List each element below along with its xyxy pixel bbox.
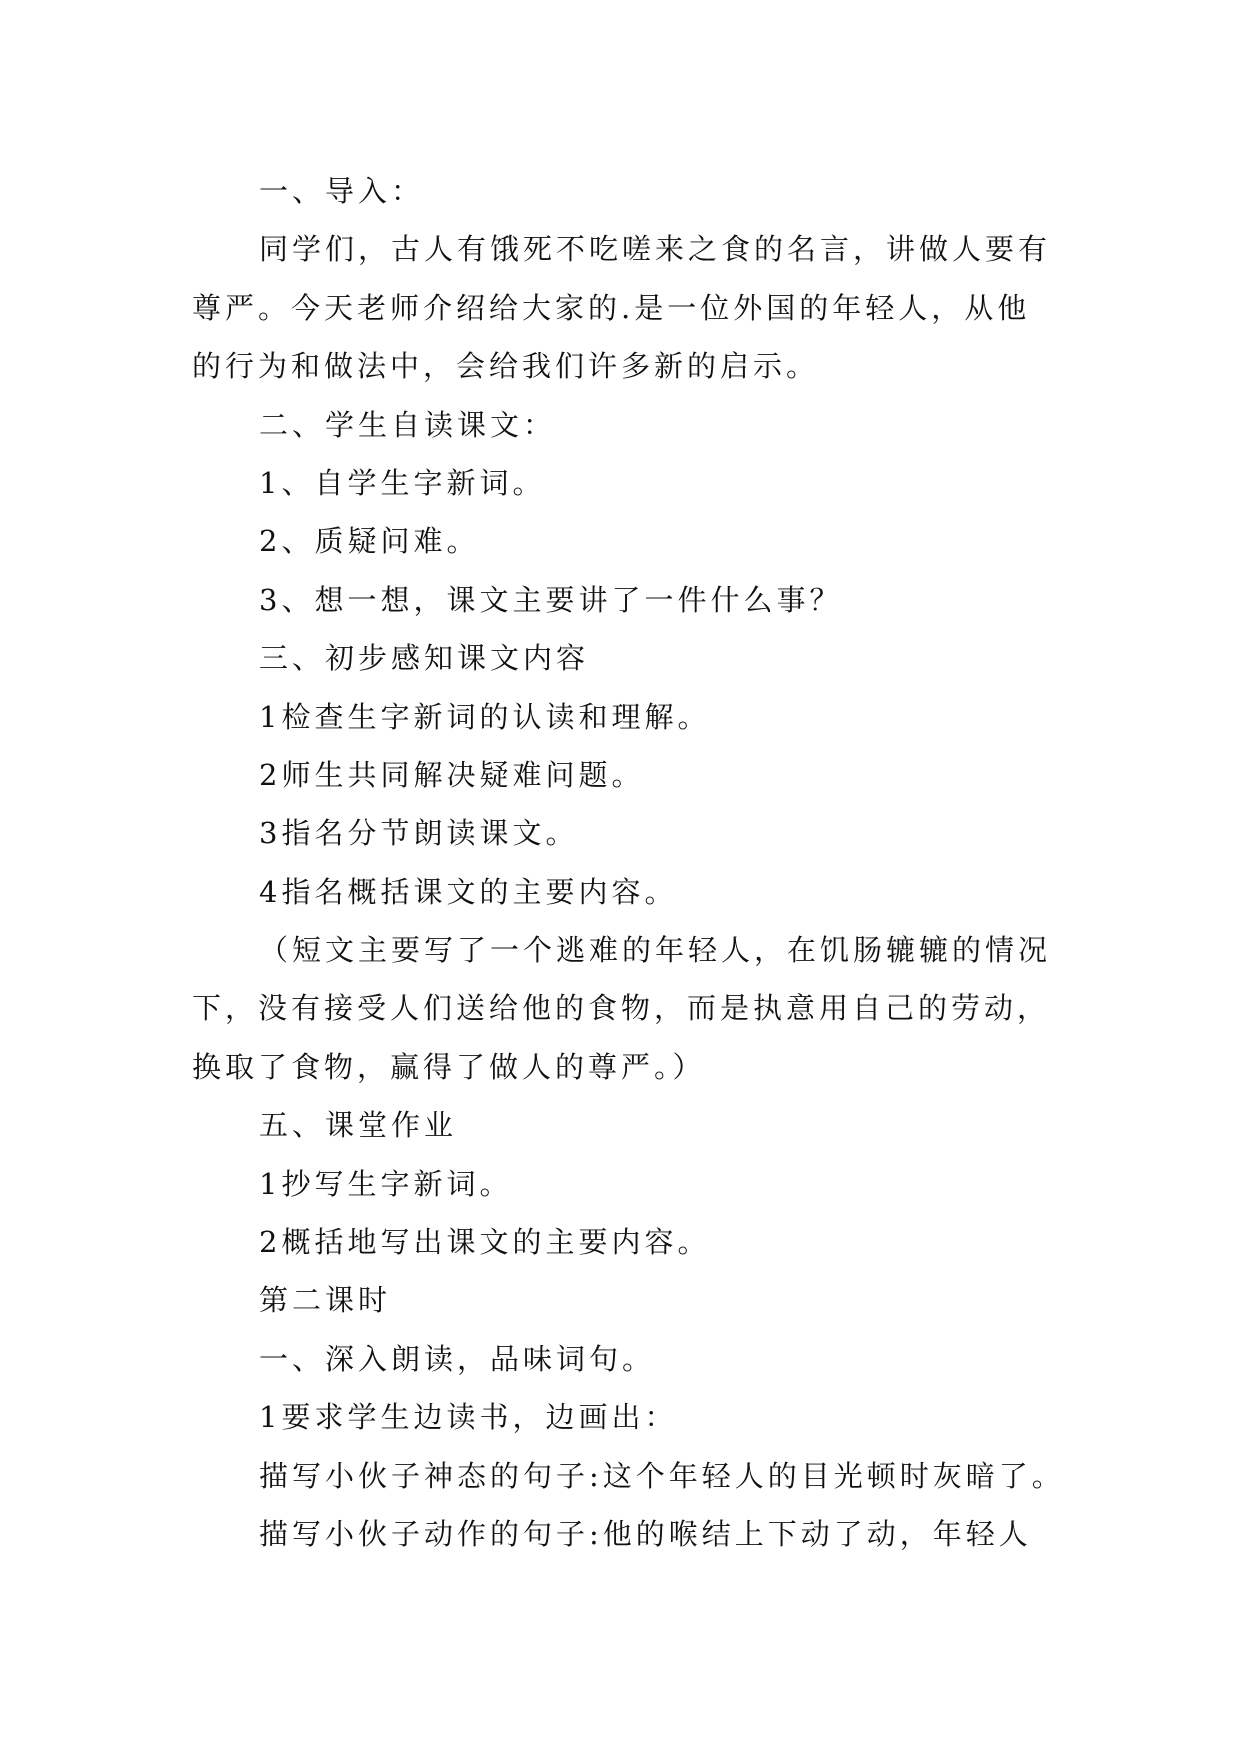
paragraph-line: 的行为和做法中，会给我们许多新的启示。 [192, 349, 820, 384]
paragraph-line: 尊严。今天老师介绍给大家的.是一位外国的年轻人，从他 [192, 290, 1031, 325]
section-heading: 二、学生自读课文： [259, 407, 557, 442]
paragraph-line: 描写小伙子神态的句子:这个年轻人的目光顿时灰暗了。 [259, 1458, 1065, 1493]
list-item: 3、想一想，课文主要讲了一件什么事？ [259, 582, 843, 617]
list-item: 2、质疑问难。 [259, 524, 480, 559]
list-item: 1检查生字新词的认读和理解。 [259, 699, 711, 734]
lesson-heading: 第二课时 [259, 1283, 392, 1318]
section-heading: 一、深入朗读，品味词句。 [259, 1341, 656, 1376]
list-item: 4指名概括课文的主要内容。 [259, 874, 678, 909]
section-heading: 三、初步感知课文内容 [259, 641, 590, 676]
list-item: 1、自学生字新词。 [259, 465, 546, 500]
list-item: 3指名分节朗读课文。 [259, 816, 579, 851]
paragraph-line: 换取了食物，赢得了做人的尊严。） [192, 1049, 706, 1084]
paragraph-line: 描写小伙子动作的句子:他的喉结上下动了动，年轻人 [259, 1516, 1032, 1551]
list-item: 1要求学生边读书，边画出： [259, 1400, 678, 1435]
section-heading: 一、导入： [259, 174, 425, 208]
list-item: 2概括地写出课文的主要内容。 [259, 1225, 711, 1260]
document-body [192, 162, 1092, 1563]
list-item: 1抄写生字新词。 [259, 1166, 513, 1201]
list-item: 2师生共同解决疑难问题。 [259, 757, 645, 792]
paragraph-line: （短文主要写了一个逃难的年轻人，在饥肠辘辘的情况 [259, 933, 1052, 968]
paragraph-line: 同学们，古人有饿死不吃嗟来之食的名言，讲做人要有 [259, 232, 1052, 267]
section-heading: 五、课堂作业 [259, 1108, 458, 1143]
paragraph-line: 下，没有接受人们送给他的食物，而是执意用自己的劳动， [192, 991, 1051, 1026]
